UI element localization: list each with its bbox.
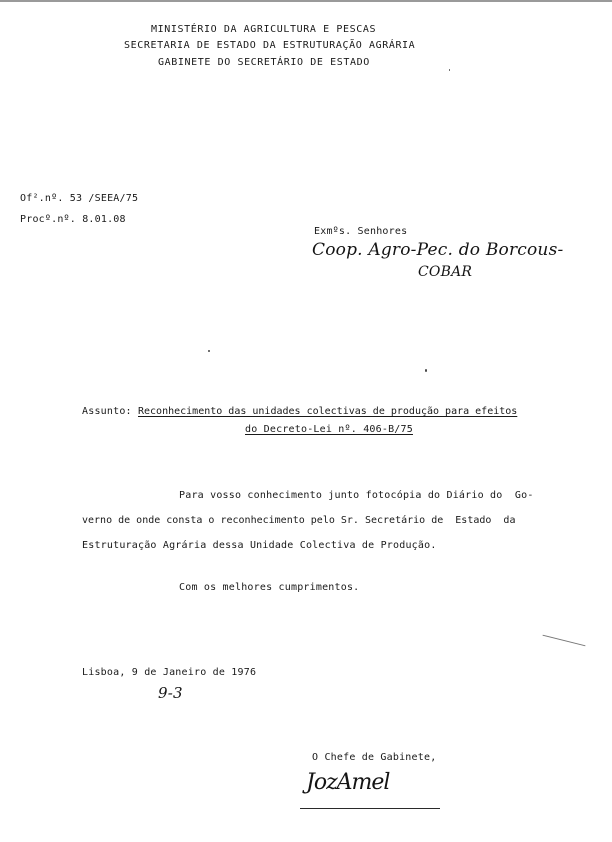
signature-underline — [300, 808, 440, 809]
secretariat-line: SECRETARIA DE ESTADO DA ESTRUTURAÇÃO AGRÁRIA — [124, 40, 416, 51]
date-line: Lisboa, 9 de Janeiro de 1976 — [82, 667, 257, 678]
body-line3: Estruturação Agrária dessa Unidade Colectiva de Produção. — [82, 540, 437, 551]
scan-speck — [449, 69, 450, 71]
subject-line1: Reconhecimento das unidades colectivas de produção para efeitos — [138, 406, 518, 417]
closing-line: Com os melhores cumprimentos. — [179, 582, 360, 593]
handwritten-signature: JozAmel — [306, 770, 390, 795]
subject-label: Assunto: — [82, 406, 132, 417]
addressee-handwritten-line1: Coop. Agro-Pec. do Borcous- — [312, 240, 564, 260]
body-line1: Para vosso conhecimento junto fotocópia do Diário do Go- — [179, 490, 534, 501]
scan-speck — [425, 369, 427, 372]
addressee-handwritten-line2: COBAR — [418, 264, 473, 280]
cabinet-line: GABINETE DO SECRETÁRIO DE ESTADO — [158, 57, 370, 68]
salutation: Exmºs. Senhores — [314, 226, 408, 237]
scan-scratch — [543, 635, 586, 647]
scan-speck — [208, 350, 210, 352]
processo-number: Procº.nº. 8.01.08 — [20, 214, 126, 225]
date-handwritten-note: 9-3 — [158, 684, 183, 702]
scan-top-edge — [0, 0, 612, 2]
body-line2: verno de onde consta o reconhecimento pelo Sr. Secretário de Estado da — [82, 515, 516, 526]
signatory-title: O Chefe de Gabinete, — [312, 752, 437, 763]
subject-line2: do Decreto-Lei nº. 406-B/75 — [245, 424, 413, 435]
ministry-line: MINISTÉRIO DA AGRICULTURA E PESCAS — [151, 24, 377, 35]
oficio-number: Of².nº. 53 /SEEA/75 — [20, 193, 139, 204]
